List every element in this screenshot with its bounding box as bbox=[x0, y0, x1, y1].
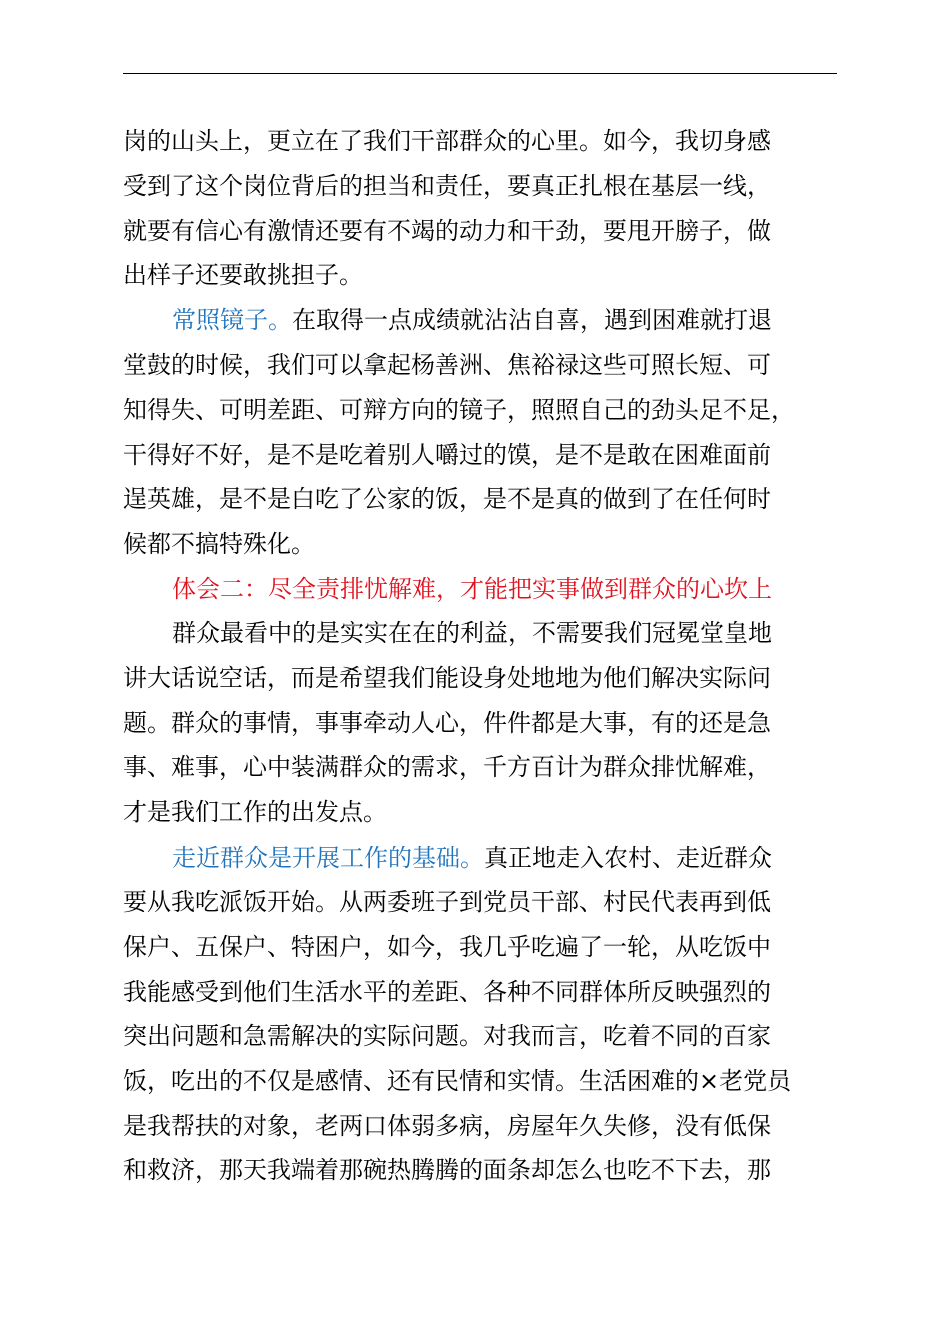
text-line: 饭，吃出的不仅是感情、还有民情和实情。生活困难的×老党员 bbox=[123, 1067, 792, 1095]
text-line: 才是我们工作的出发点。 bbox=[123, 798, 387, 826]
section-heading: 体会二：尽全责排忧解难，才能把实事做到群众的心坎上 bbox=[172, 575, 772, 603]
text-line: 讲大话说空话，而是希望我们能设身处地地为他们解决实际问 bbox=[123, 664, 771, 692]
text-line: 突出问题和急需解决的实际问题。对我而言，吃着不同的百家 bbox=[123, 1022, 771, 1050]
subheading-lead: 常照镜子。 bbox=[172, 306, 292, 334]
text-line: 事、难事，心中装满群众的需求，千方百计为群众排忧解难， bbox=[123, 753, 771, 781]
text-line bbox=[172, 843, 842, 873]
text-line: 堂鼓的时候，我们可以拿起杨善洲、焦裕禄这些可照长短、可 bbox=[123, 351, 771, 379]
text-line: 群众最看中的是实实在在的利益，不需要我们冠冕堂皇地 bbox=[172, 619, 772, 647]
text-line: 知得失、可明差距、可辩方向的镜子，照照自己的劲头足不足， bbox=[123, 396, 795, 424]
text-line: 逞英雄，是不是白吃了公家的饭，是不是真的做到了在任何时 bbox=[123, 485, 771, 513]
text-line: 受到了这个岗位背后的担当和责任，要真正扎根在基层一线， bbox=[123, 172, 771, 200]
header-rule bbox=[123, 73, 837, 74]
text-line: 是我帮扶的对象，老两口体弱多病，房屋年久失修，没有低保 bbox=[123, 1112, 771, 1140]
text-line: 和救济，那天我端着那碗热腾腾的面条却怎么也吃不下去，那 bbox=[123, 1156, 771, 1184]
text-line: 要从我吃派饭开始。从两委班子到党员干部、村民代表再到低 bbox=[123, 888, 771, 916]
text-line: 就要有信心有激情还要有不竭的动力和干劲，要甩开膀子，做 bbox=[123, 217, 771, 245]
text-run: 真正地走入农村、走近群众 bbox=[484, 844, 772, 872]
text-line bbox=[172, 305, 842, 335]
text-line: 候都不搞特殊化。 bbox=[123, 530, 315, 558]
text-line: 出样子还要敢挑担子。 bbox=[123, 261, 363, 289]
text-line: 题。群众的事情，事事牵动人心，件件都是大事，有的还是急 bbox=[123, 709, 771, 737]
text-line: 岗的山头上，更立在了我们干部群众的心里。如今，我切身感 bbox=[123, 127, 771, 155]
text-line: 我能感受到他们生活水平的差距、各种不同群体所反映强烈的 bbox=[123, 978, 771, 1006]
text-run: 在取得一点成绩就沾沾自喜，遇到困难就打退 bbox=[292, 306, 772, 334]
text-line: 保户、五保户、特困户，如今，我几乎吃遍了一轮，从吃饭中 bbox=[123, 933, 771, 961]
subheading-lead: 走近群众是开展工作的基础。 bbox=[172, 844, 484, 872]
text-line: 干得好不好，是不是吃着别人嚼过的馍，是不是敢在困难面前 bbox=[123, 441, 771, 469]
